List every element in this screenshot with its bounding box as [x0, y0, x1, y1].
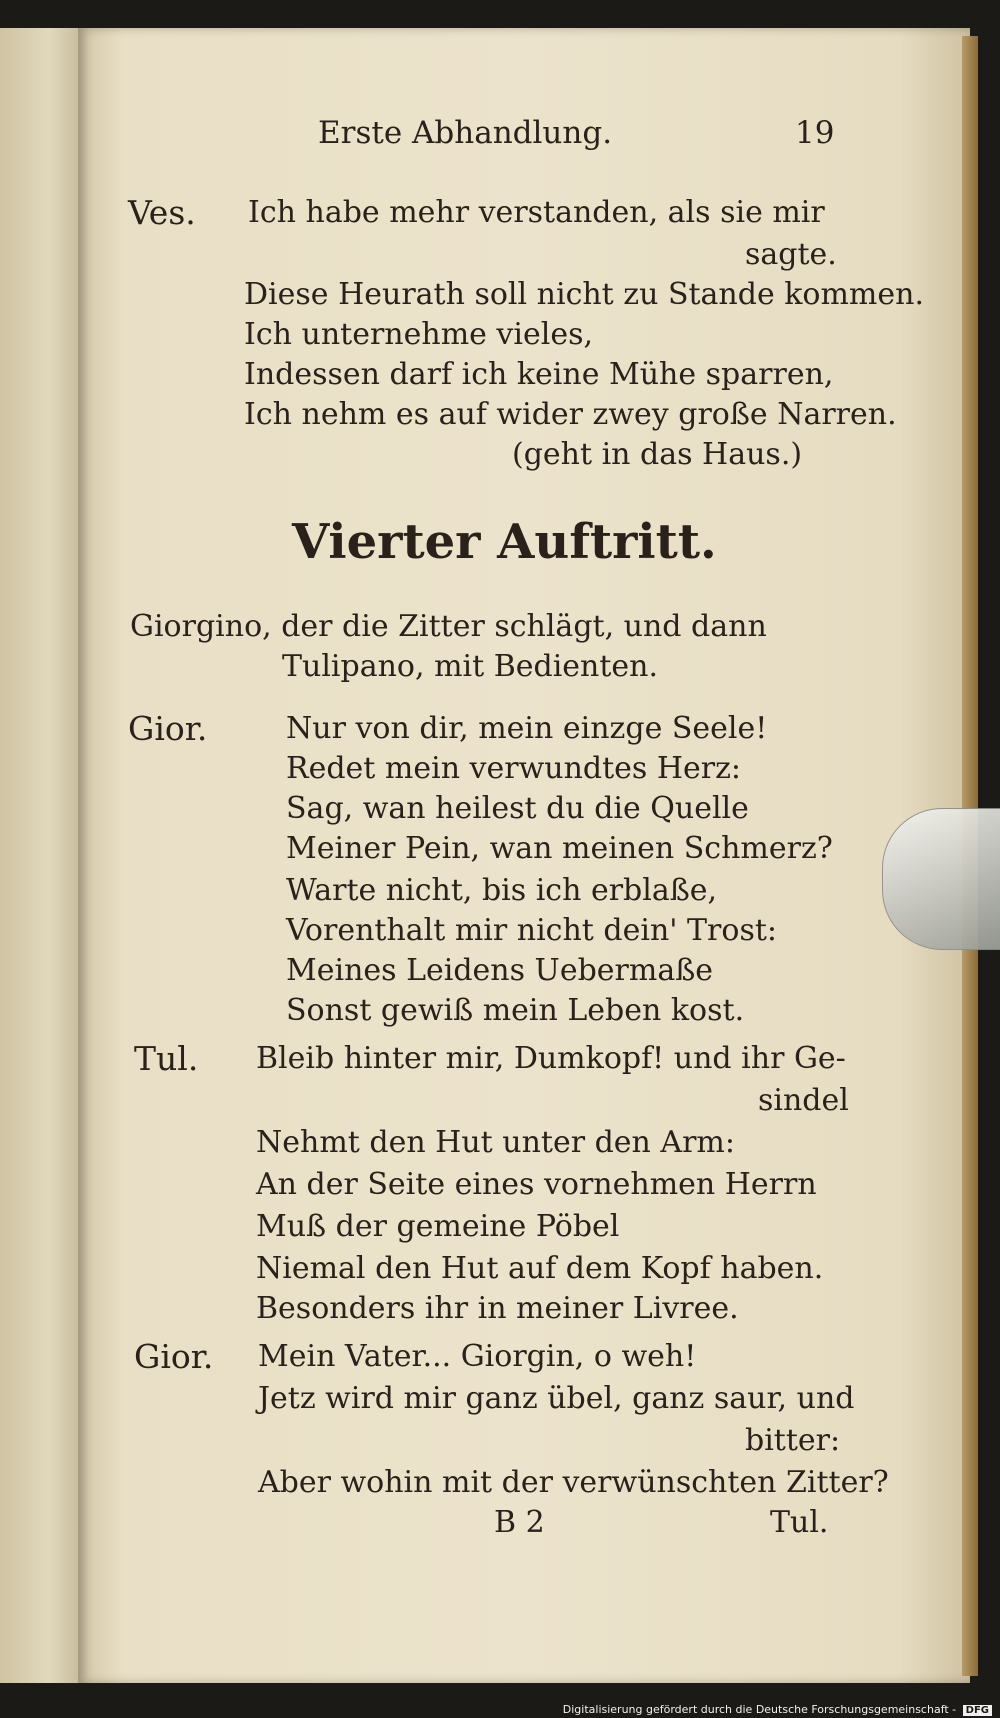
verse-line: Diese Heurath soll nicht zu Stande kommen. — [244, 277, 924, 312]
speaker-label: Ves. — [128, 193, 196, 232]
digitization-credit — [0, 1703, 1000, 1716]
speaker-label: Gior. — [128, 709, 208, 748]
verse-line: Aber wohin mit der verwünschten Zitter? — [258, 1465, 889, 1500]
verse-line: An der Seite eines vornehmen Herrn — [256, 1167, 817, 1202]
verse-line: Vorenthalt mir nicht dein' Trost: — [286, 913, 778, 948]
clip-tab — [882, 808, 1000, 950]
verse-line: Indessen darf ich keine Mühe sparren, — [244, 357, 834, 392]
dfg-logo: DFG — [963, 1705, 992, 1716]
verse-line: Ich habe mehr verstanden, als sie mir — [248, 195, 825, 230]
verse-line: Redet mein verwundtes Herz: — [286, 751, 742, 786]
verse-line: bitter: — [745, 1423, 841, 1458]
verse-line: Muß der gemeine Pöbel — [256, 1209, 620, 1244]
verse-line: Sag, wan heilest du die Quelle — [286, 791, 749, 826]
stage-direction: Giorgino, der die Zitter schlägt, und dann — [130, 609, 767, 644]
verse-line: sindel — [758, 1083, 849, 1118]
verse-line: Ich nehm es auf wider zwey große Narren. — [244, 397, 897, 432]
running-title: Erste Abhandlung. — [318, 115, 613, 151]
verse-line: Jetz wird mir ganz übel, ganz saur, und — [258, 1381, 855, 1416]
verse-line: Meines Leidens Uebermaße — [286, 953, 714, 988]
verse-line: Warte nicht, bis ich erblaße, — [286, 873, 718, 908]
catchword: Tul. — [770, 1505, 829, 1540]
credit-text: Digitalisierung gefördert durch die Deutsche Forschungsgemeinschaft - — [562, 1703, 957, 1716]
speaker-label: Tul. — [134, 1039, 199, 1078]
verse-line: Mein Vater... Giorgin, o weh! — [258, 1339, 697, 1374]
stage-direction: Tulipano, mit Bedienten. — [282, 649, 659, 684]
verse-line: Nur von dir, mein einzge Seele! — [286, 711, 768, 746]
speaker-label: Gior. — [134, 1337, 214, 1376]
verse-line: Besonders ihr in meiner Livree. — [256, 1291, 739, 1326]
verse-line: sagte. — [745, 237, 837, 272]
verse-line: Nehmt den Hut unter den Arm: — [256, 1125, 735, 1160]
verse-line: Sonst gewiß mein Leben kost. — [286, 993, 745, 1028]
verse-line: Ich unternehme vieles, — [244, 317, 594, 352]
verse-line: Bleib hinter mir, Dumkopf! und ihr Ge- — [256, 1041, 846, 1076]
verse-line: Meiner Pein, wan meinen Schmerz? — [286, 831, 833, 866]
page-number: 19 — [795, 115, 835, 151]
stage-direction-exit: (geht in das Haus.) — [512, 437, 803, 472]
verse-line: Niemal den Hut auf dem Kopf haben. — [256, 1251, 824, 1286]
scene-heading: Vierter Auftritt. — [292, 514, 717, 570]
signature-mark: B 2 — [494, 1505, 545, 1540]
